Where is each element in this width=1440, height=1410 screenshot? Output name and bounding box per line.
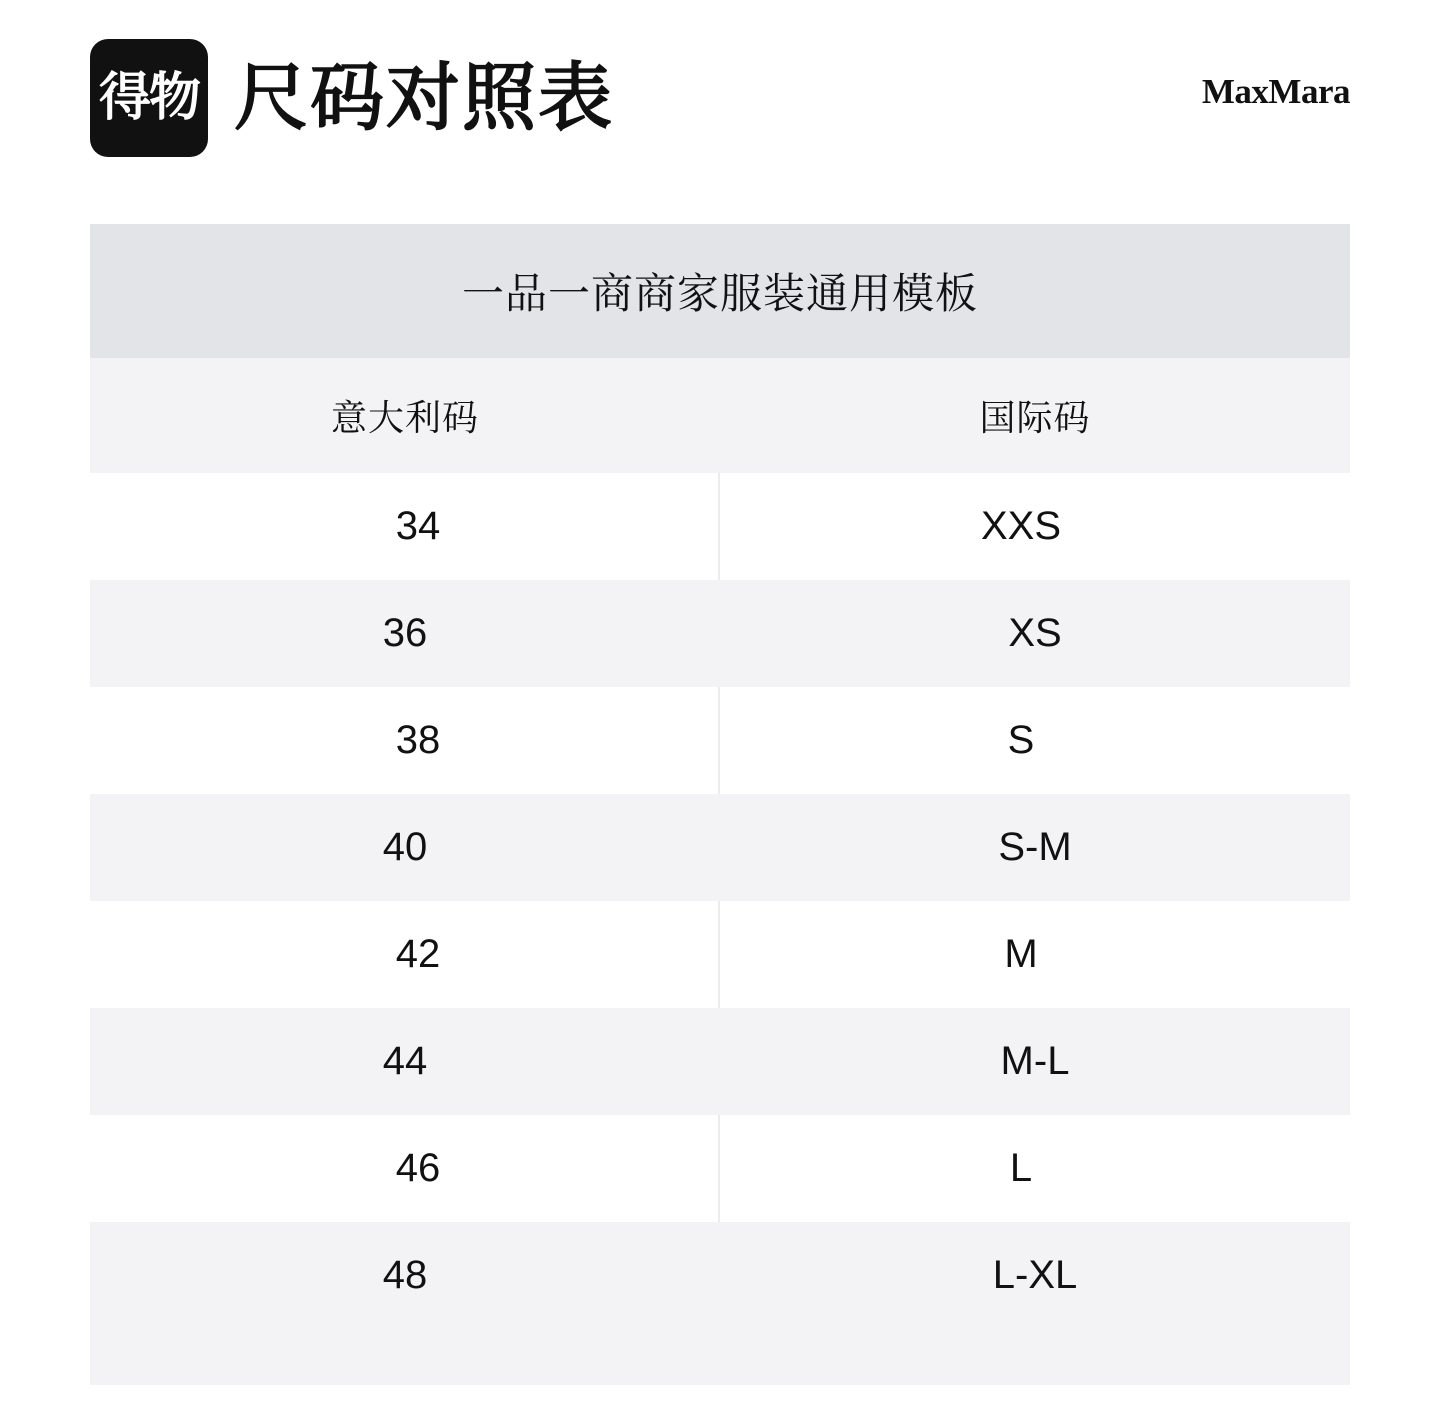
column-header-italian: 意大利码 — [330, 397, 479, 438]
cell-italian-size: 38 — [118, 687, 720, 794]
cell-italian-size: 42 — [118, 901, 720, 1008]
column-header-international: 国际码 — [979, 397, 1091, 438]
page-header — [90, 28, 1350, 168]
cell-international-size: L — [1009, 1146, 1033, 1190]
size-conversion-table — [90, 224, 1350, 1385]
table-row — [90, 1008, 1350, 1115]
cell-italian-size: 44 — [382, 1039, 428, 1083]
table-row — [90, 1222, 1350, 1329]
cell-italian-size: 36 — [382, 611, 428, 655]
table-row — [90, 794, 1350, 901]
table-header-row — [90, 358, 1350, 473]
cell-international-size: S — [1007, 718, 1035, 762]
cell-italian-size: 48 — [382, 1253, 428, 1297]
cell-italian-size: 34 — [118, 473, 720, 580]
cell-international-size: L-XL — [992, 1253, 1078, 1297]
table-row — [90, 580, 1350, 687]
page-title: 尺码对照表 — [234, 56, 614, 139]
table-row — [118, 687, 1322, 794]
cell-international-size: M — [1004, 932, 1038, 976]
table-row — [118, 473, 1322, 580]
dewu-logo-text: 得物 — [98, 68, 199, 128]
table-title: 一品一商商家服装通用模板 — [90, 224, 1350, 358]
cell-international-size: M-L — [1000, 1039, 1070, 1083]
cell-italian-size: 40 — [382, 825, 428, 869]
cell-international-size: XS — [1008, 611, 1062, 655]
table-row — [118, 901, 1322, 1008]
table-row — [118, 1115, 1322, 1222]
dewu-logo-icon — [90, 39, 208, 157]
cell-international-size: S-M — [998, 825, 1072, 869]
cell-international-size: XXS — [980, 504, 1062, 548]
brand-logo-maxmara: MaxMara — [1201, 72, 1350, 111]
table-bottom-spacer — [90, 1329, 1350, 1385]
cell-italian-size: 46 — [118, 1115, 720, 1222]
